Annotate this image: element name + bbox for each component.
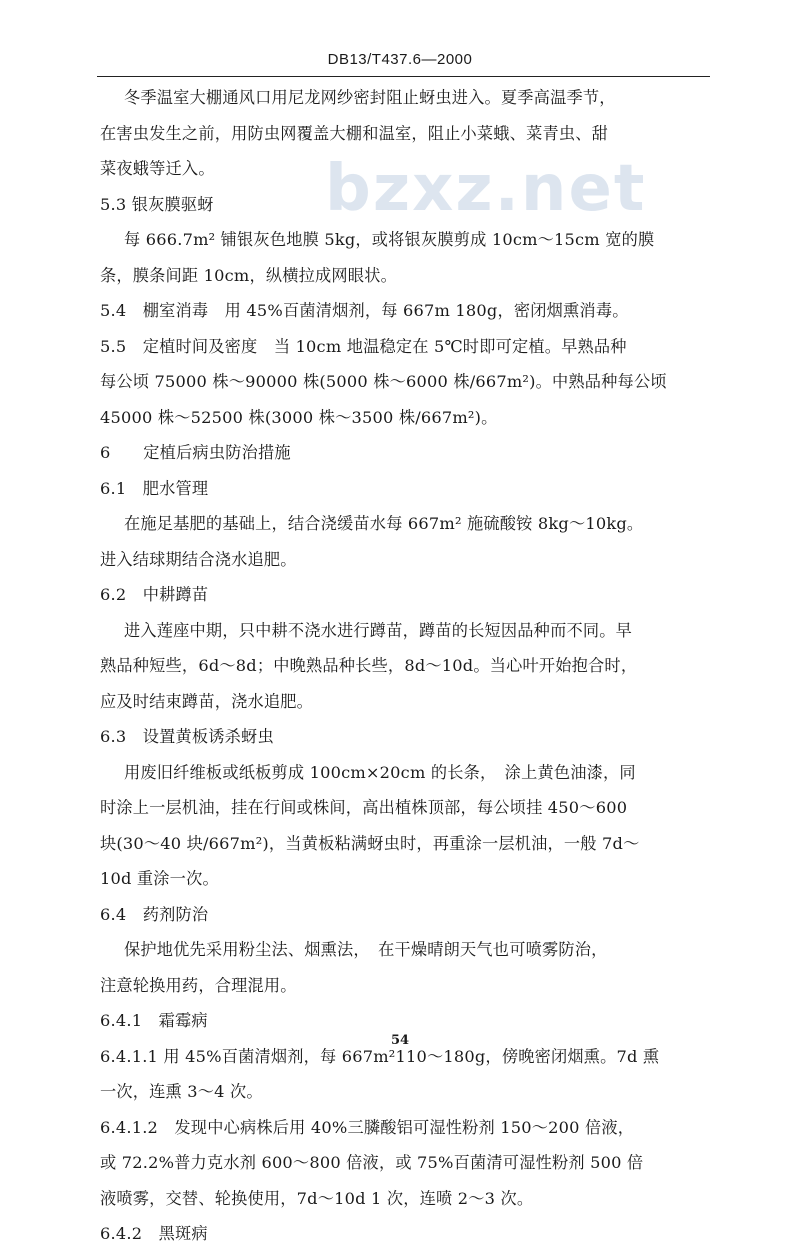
paragraph-line: 时涂上一层机油，挂在行间或株间，高出植株顶部，每公顷挂 450～600 (100, 798, 628, 817)
paragraph-line: 冬季温室大棚通风口用尼龙网纱密封阻止蚜虫进入。夏季高温季节， (124, 88, 616, 107)
section-heading: 6.4.1 霜霉病 (100, 1011, 208, 1030)
paragraph-line: 6.4.1.1 用 45%百菌清烟剂，每 667m²110～180g，傍晚密闭烟熏。7d 熏 (100, 1046, 660, 1066)
paragraph-line: 液喷雾，交替、轮换使用，7d～10d 1 次，连喷 2～3 次。 (100, 1188, 534, 1208)
paragraph-line: 一次，连熏 3～4 次。 (100, 1082, 263, 1101)
paragraph-line: 6.4.1.2 发现中心病株后用 40%三膦酸铝可湿性粉剂 150～200 倍液， (100, 1117, 635, 1137)
page-number: 54 (390, 1033, 410, 1048)
paragraph-line: 或 72.2%普力克水剂 600～800 倍液，或 75%百菌清可湿性粉剂 500 倍 (100, 1153, 644, 1172)
section-heading: 6.4.2 黑斑病 (100, 1224, 208, 1243)
paragraph-line: 保护地优先采用粉尘法、烟熏法， 在干燥晴朗天气也可喷雾防治， (124, 940, 608, 959)
paragraph-line: 在害虫发生之前，用防虫网覆盖大棚和温室，阻止小菜蛾、菜青虫、甜 (100, 123, 609, 143)
paragraph-line: 熟品种短些，6d～8d；中晚熟品种长些，8d～10d。当心叶开始抱合时， (100, 656, 638, 675)
paragraph-line: 应及时结束蹲苗，浇水追肥。 (100, 691, 314, 711)
paragraph-line: 45000 株～52500 株(3000 株～3500 株/667m²)。 (100, 407, 498, 427)
paragraph-line: 进入结球期结合浇水追肥。 (100, 549, 297, 569)
paragraph-line: 10d 重涂一次。 (100, 869, 219, 888)
paragraph-line: 条，膜条间距 10cm，纵横拉成网眼状。 (100, 265, 397, 285)
section-heading: 5.4 棚室消毒 用 45%百菌清烟剂，每 667m 180g，密闭烟熏消毒。 (100, 301, 629, 320)
paragraph-line: 用废旧纤维板或纸板剪成 100cm×20cm 的长条， 涂上黄色油漆，同 (124, 762, 636, 782)
paragraph-line: 菜夜蛾等迁入。 (100, 159, 215, 178)
paragraph-line: 块(30～40 块/667m²)，当黄板粘满蚜虫时，再重涂一层机油，一般 7d～ (100, 833, 640, 853)
paragraph-line: 注意轮换用药，合理混用。 (100, 975, 297, 995)
document-code-header: DB13/T437.6—2000 (327, 51, 473, 68)
section-heading: 6.2 中耕蹲苗 (100, 585, 209, 604)
paragraph-line: 每 666.7m² 铺银灰色地膜 5kg，或将银灰膜剪成 10cm～15cm 宽的膜 (124, 230, 655, 249)
section-heading: 6.1 肥水管理 (100, 478, 209, 498)
paragraph-line: 在施足基肥的基础上，结合浇缓苗水每 667m² 施硫酸铵 8kg～10kg。 (124, 514, 644, 533)
paragraph-line: 每公顷 75000 株～90000 株(5000 株～6000 株/667m²)。中熟品种每公顷 (100, 372, 667, 391)
site-watermark: bzxz.net (325, 152, 647, 226)
section-heading: 6.3 设置黄板诱杀蚜虫 (100, 727, 274, 746)
paragraph-line: 进入莲座中期，只中耕不浇水进行蹲苗，蹲苗的长短因品种而不同。早 (124, 620, 633, 640)
section-heading: 5.3 银灰膜驱蚜 (100, 194, 214, 214)
section-heading: 5.5 定植时间及密度 当 10cm 地温稳定在 5℃时即可定植。早熟品种 (100, 336, 627, 356)
chapter-heading: 6 定植后病虫防治措施 (100, 443, 291, 462)
header-rule (97, 76, 710, 77)
section-heading: 6.4 药剂防治 (100, 904, 209, 924)
